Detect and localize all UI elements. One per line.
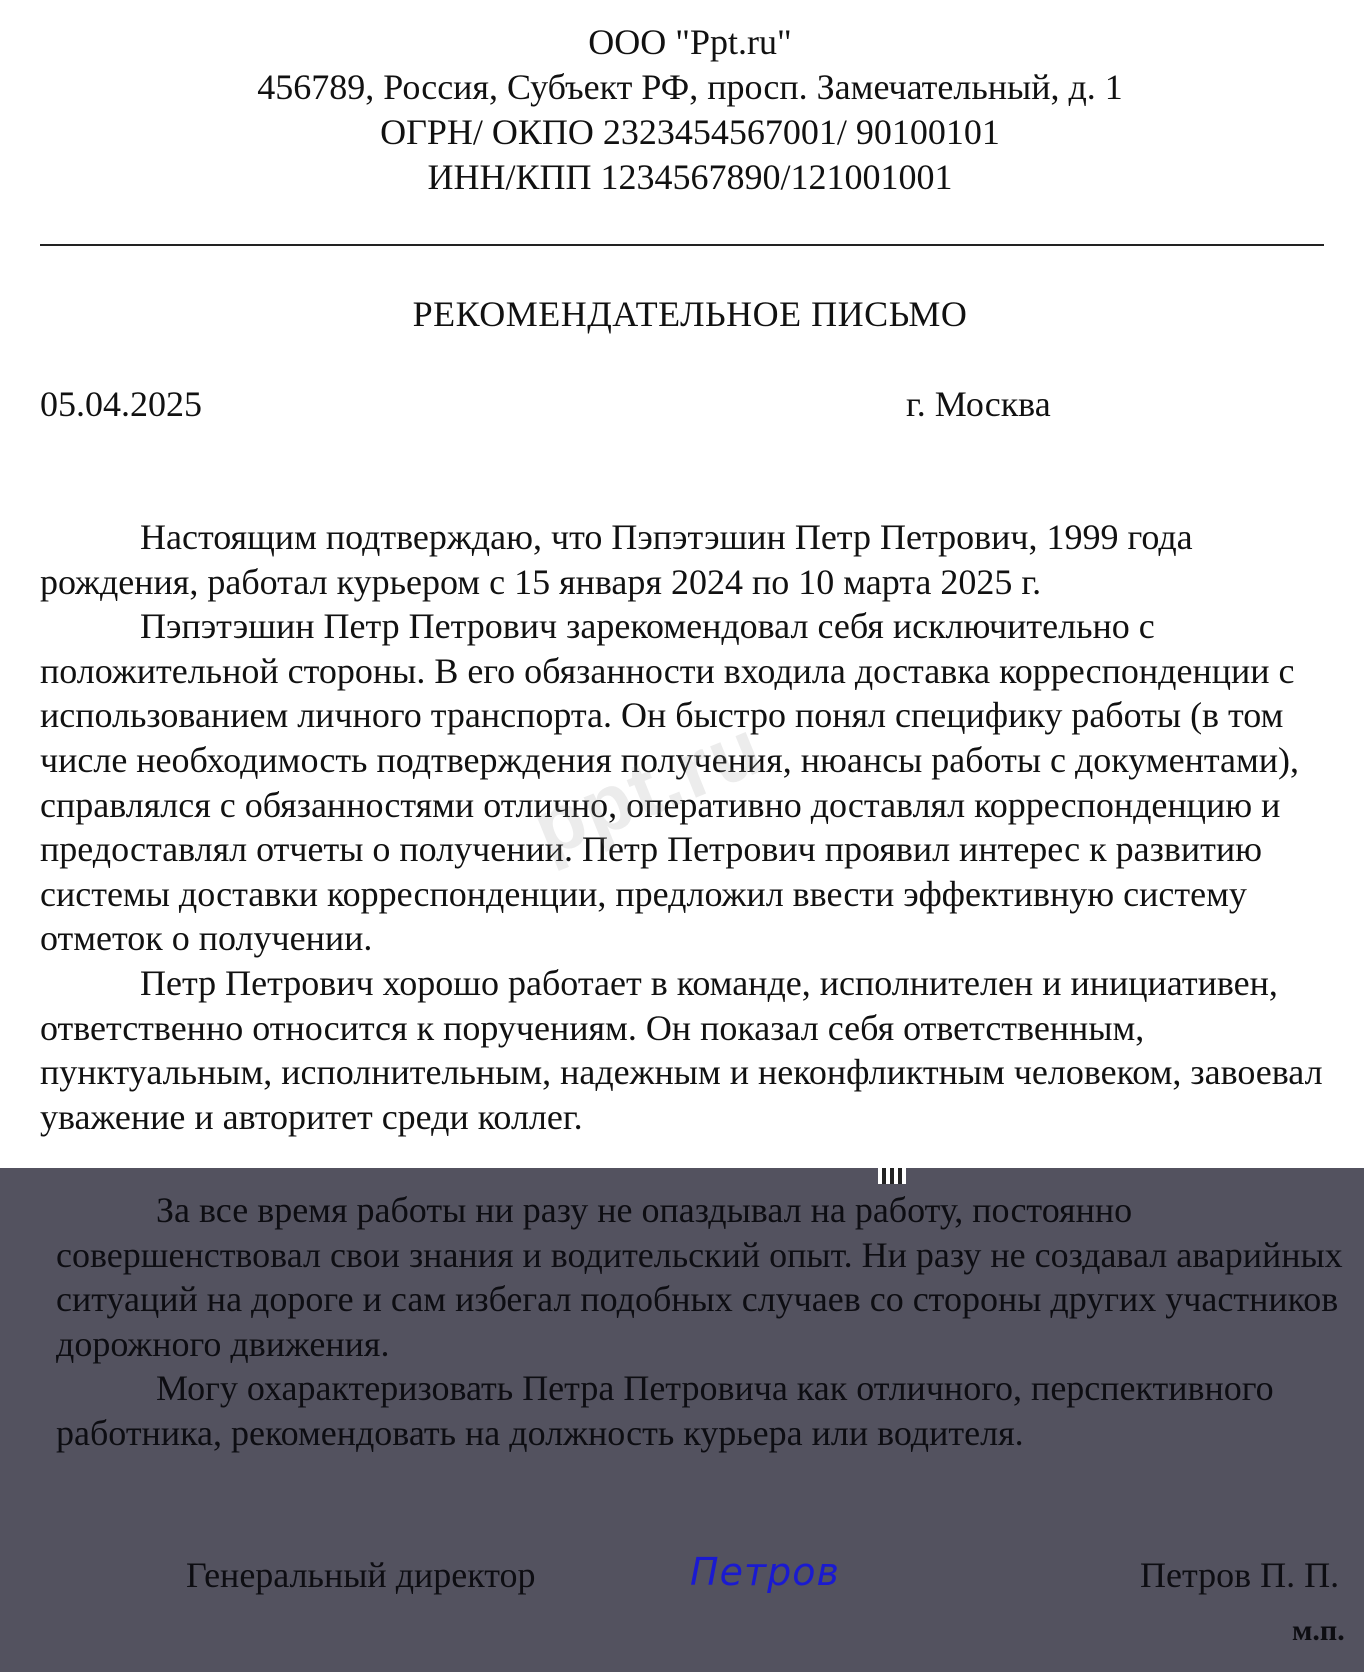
company-name: ООО "Ppt.ru" [588, 22, 792, 62]
document-date: 05.04.2025 [40, 384, 202, 424]
document-title: РЕКОМЕНДАТЕЛЬНОЕ ПИСЬМО [412, 294, 968, 334]
paragraph-employment: Настоящим подтверждаю, что Пэпэтэшин Петр Петрович, 1999 года рождения, работал курьером с 15 января 2024 по 10 марта 2025 г. [40, 517, 1193, 602]
document-city: г. Москва [906, 384, 1051, 424]
paragraph-recommendation: Могу охарактеризовать Петра Петровича как отличного, перспективного работника, рекомендовать на должность курьера или водителя. [56, 1368, 1274, 1453]
stamp-placeholder: м.п. [1292, 1614, 1345, 1647]
handwritten-signature: Петров [690, 1550, 840, 1594]
letter-body-lower [56, 1188, 1356, 1456]
company-inn-kpp: ИНН/КПП 1234567890/121001001 [427, 157, 953, 197]
signatory-name: Петров П. П. [1140, 1555, 1340, 1595]
scan-artifact [878, 1168, 906, 1184]
header-divider [40, 244, 1324, 246]
letter-body-upper [40, 515, 1340, 1139]
paragraph-qualities: Петр Петрович хорошо работает в команде, исполнителен и инициативен, ответственно относится к поручениям. Он показал себя ответственным, пунктуальным, исполнительным, надежным и неконфликтным человеком, завоевал уважение и авторитет среди коллег. [40, 962, 1323, 1137]
company-ogrn-okpo: ОГРН/ ОКПО 2323454567001/ 90100101 [380, 112, 1000, 152]
paragraph-driving: За все время работы ни разу не опаздывал на работу, постоянно совершенствовал свои знания и водительский опыт. Ни разу не создавал аварийных ситуаций на дороге и сам избегал подобных случаев со стороны других участников дорожного движения. [56, 1190, 1343, 1364]
paragraph-duties: Пэпэтэшин Петр Петрович зарекомендовал себя исключительно с положительной стороны. В его обязанности входила доставка корреспонденции с использованием личного транспорта. Он быстро понял специфику работы (в том числе необходимость подтверждения получения, нюансы работы с документами), справлялся с обязанностями отлично, оперативно доставлял корреспонденцию и предоставлял отчеты о получении. Петр Петрович проявил интерес к развитию системы доставки корреспонденции, предложил ввести эффективную систему отметок о получении. [40, 606, 1300, 959]
letterhead [0, 20, 1364, 200]
watermark: ppt.ru [520, 701, 775, 874]
signatory-position: Генеральный директор [186, 1555, 536, 1595]
company-address: 456789, Россия, Субъект РФ, просп. Замечательный, д. 1 [257, 67, 1123, 107]
